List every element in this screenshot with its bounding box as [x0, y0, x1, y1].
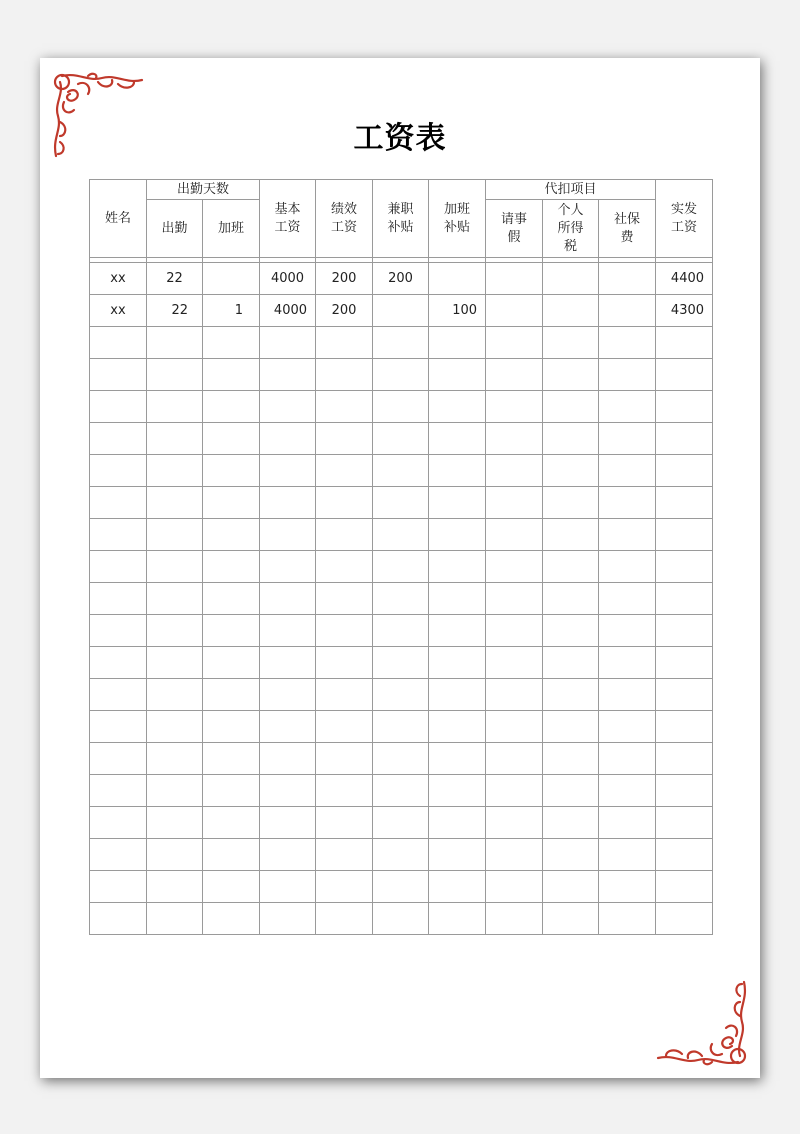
- empty-cell: [599, 359, 656, 391]
- cell-net-pay: 4400: [656, 263, 713, 295]
- empty-cell: [543, 711, 599, 743]
- empty-cell: [486, 551, 543, 583]
- cell-overtime: 1: [203, 295, 260, 327]
- empty-cell: [203, 455, 260, 487]
- cell-social-security: [599, 295, 656, 327]
- empty-cell: [486, 391, 543, 423]
- empty-cell: [429, 743, 486, 775]
- document-page: [40, 58, 760, 1078]
- empty-cell: [429, 359, 486, 391]
- empty-cell: [373, 423, 429, 455]
- empty-cell: [543, 583, 599, 615]
- header-parttime-allowance: 兼职 补贴: [373, 180, 429, 258]
- empty-cell: [260, 327, 316, 359]
- cell-performance-salary: 200: [316, 295, 373, 327]
- empty-table-row: [90, 807, 713, 839]
- empty-cell: [90, 551, 147, 583]
- empty-cell: [203, 711, 260, 743]
- empty-cell: [373, 807, 429, 839]
- empty-cell: [599, 775, 656, 807]
- empty-cell: [147, 679, 203, 711]
- empty-cell: [599, 807, 656, 839]
- empty-cell: [260, 743, 316, 775]
- empty-cell: [429, 391, 486, 423]
- cell-performance-salary: 200: [316, 263, 373, 295]
- header-personal-leave: 请事 假: [486, 200, 543, 258]
- empty-cell: [147, 551, 203, 583]
- empty-cell: [147, 743, 203, 775]
- empty-cell: [316, 839, 373, 871]
- corner-ornament-bottom-right: [656, 974, 752, 1070]
- cell-base-salary: 4000: [260, 263, 316, 295]
- empty-cell: [599, 551, 656, 583]
- empty-cell: [599, 519, 656, 551]
- empty-table-row: [90, 391, 713, 423]
- empty-cell: [599, 327, 656, 359]
- empty-cell: [373, 743, 429, 775]
- empty-cell: [316, 807, 373, 839]
- empty-table-row: [90, 679, 713, 711]
- empty-cell: [316, 711, 373, 743]
- empty-cell: [599, 871, 656, 903]
- empty-table-row: [90, 711, 713, 743]
- empty-cell: [543, 743, 599, 775]
- empty-cell: [90, 775, 147, 807]
- empty-cell: [543, 775, 599, 807]
- empty-cell: [373, 871, 429, 903]
- empty-cell: [203, 679, 260, 711]
- empty-cell: [373, 711, 429, 743]
- empty-cell: [260, 839, 316, 871]
- header-base-salary: 基本 工资: [260, 180, 316, 258]
- header-row-1: [90, 180, 713, 200]
- empty-cell: [599, 615, 656, 647]
- cell-net-pay: 4300: [656, 295, 713, 327]
- empty-cell: [656, 583, 713, 615]
- cell-personal-leave: [486, 263, 543, 295]
- empty-cell: [316, 615, 373, 647]
- empty-cell: [373, 455, 429, 487]
- empty-cell: [543, 647, 599, 679]
- empty-cell: [316, 743, 373, 775]
- empty-cell: [373, 903, 429, 935]
- empty-cell: [203, 487, 260, 519]
- salary-table: [89, 179, 713, 935]
- empty-cell: [147, 871, 203, 903]
- empty-cell: [316, 583, 373, 615]
- empty-cell: [486, 455, 543, 487]
- empty-cell: [260, 807, 316, 839]
- cell-name: xx: [90, 263, 147, 295]
- empty-cell: [656, 903, 713, 935]
- empty-cell: [147, 903, 203, 935]
- empty-cell: [429, 679, 486, 711]
- empty-cell: [147, 615, 203, 647]
- cell-name: xx: [90, 295, 147, 327]
- empty-cell: [90, 807, 147, 839]
- empty-cell: [373, 551, 429, 583]
- empty-cell: [147, 423, 203, 455]
- cell-overtime-allowance: 100: [429, 295, 486, 327]
- empty-cell: [90, 519, 147, 551]
- empty-cell: [373, 615, 429, 647]
- empty-cell: [260, 871, 316, 903]
- empty-cell: [90, 647, 147, 679]
- empty-cell: [373, 327, 429, 359]
- cell-personal-leave: [486, 295, 543, 327]
- empty-cell: [373, 839, 429, 871]
- empty-cell: [147, 647, 203, 679]
- empty-cell: [90, 327, 147, 359]
- empty-table-row: [90, 487, 713, 519]
- empty-cell: [316, 327, 373, 359]
- empty-cell: [373, 487, 429, 519]
- empty-cell: [656, 647, 713, 679]
- empty-cell: [203, 871, 260, 903]
- empty-cell: [260, 775, 316, 807]
- header-income-tax: 个人 所得 税: [543, 200, 599, 258]
- empty-table-row: [90, 615, 713, 647]
- empty-cell: [486, 423, 543, 455]
- empty-table-row: [90, 327, 713, 359]
- empty-cell: [316, 423, 373, 455]
- cell-income-tax: [543, 263, 599, 295]
- empty-cell: [147, 583, 203, 615]
- empty-cell: [656, 871, 713, 903]
- empty-table-row: [90, 839, 713, 871]
- empty-cell: [90, 615, 147, 647]
- empty-cell: [656, 839, 713, 871]
- empty-cell: [203, 647, 260, 679]
- header-overtime-allowance: 加班 补贴: [429, 180, 486, 258]
- empty-cell: [90, 391, 147, 423]
- empty-cell: [90, 423, 147, 455]
- empty-cell: [373, 359, 429, 391]
- empty-cell: [429, 647, 486, 679]
- empty-cell: [260, 519, 316, 551]
- empty-cell: [373, 583, 429, 615]
- empty-cell: [429, 487, 486, 519]
- empty-cell: [429, 903, 486, 935]
- empty-cell: [373, 647, 429, 679]
- empty-cell: [90, 359, 147, 391]
- empty-cell: [486, 807, 543, 839]
- empty-cell: [203, 775, 260, 807]
- empty-cell: [656, 807, 713, 839]
- empty-cell: [656, 615, 713, 647]
- empty-cell: [486, 871, 543, 903]
- empty-table-row: [90, 871, 713, 903]
- empty-cell: [147, 711, 203, 743]
- empty-cell: [599, 903, 656, 935]
- empty-cell: [260, 711, 316, 743]
- empty-cell: [543, 455, 599, 487]
- empty-cell: [203, 903, 260, 935]
- empty-cell: [316, 551, 373, 583]
- empty-cell: [373, 679, 429, 711]
- empty-cell: [203, 551, 260, 583]
- empty-cell: [656, 391, 713, 423]
- empty-cell: [90, 583, 147, 615]
- empty-table-row: [90, 551, 713, 583]
- empty-cell: [656, 711, 713, 743]
- empty-cell: [599, 455, 656, 487]
- empty-table-row: [90, 519, 713, 551]
- empty-cell: [316, 775, 373, 807]
- empty-cell: [543, 359, 599, 391]
- empty-cell: [147, 455, 203, 487]
- empty-cell: [486, 487, 543, 519]
- cell-overtime: [203, 263, 260, 295]
- empty-cell: [203, 519, 260, 551]
- empty-cell: [656, 455, 713, 487]
- table-row: [90, 295, 713, 327]
- empty-cell: [316, 391, 373, 423]
- empty-cell: [599, 711, 656, 743]
- header-net-pay: 实发 工资: [656, 180, 713, 258]
- empty-cell: [203, 839, 260, 871]
- page-title: 工资表: [353, 121, 447, 156]
- empty-cell: [486, 359, 543, 391]
- empty-cell: [429, 807, 486, 839]
- empty-table-row: [90, 423, 713, 455]
- empty-cell: [316, 647, 373, 679]
- empty-cell: [599, 679, 656, 711]
- empty-cell: [203, 391, 260, 423]
- empty-cell: [543, 679, 599, 711]
- empty-cell: [316, 487, 373, 519]
- empty-cell: [147, 327, 203, 359]
- empty-cell: [486, 743, 543, 775]
- table-body: [90, 263, 713, 935]
- empty-cell: [486, 327, 543, 359]
- empty-cell: [486, 711, 543, 743]
- empty-cell: [429, 519, 486, 551]
- empty-table-row: [90, 775, 713, 807]
- empty-cell: [543, 839, 599, 871]
- empty-cell: [543, 551, 599, 583]
- empty-cell: [90, 743, 147, 775]
- empty-cell: [486, 775, 543, 807]
- empty-cell: [260, 487, 316, 519]
- empty-cell: [260, 615, 316, 647]
- empty-cell: [486, 519, 543, 551]
- empty-cell: [486, 583, 543, 615]
- empty-cell: [260, 583, 316, 615]
- empty-cell: [316, 871, 373, 903]
- empty-cell: [486, 647, 543, 679]
- empty-cell: [599, 647, 656, 679]
- empty-cell: [599, 583, 656, 615]
- empty-cell: [90, 487, 147, 519]
- empty-cell: [656, 551, 713, 583]
- empty-cell: [656, 423, 713, 455]
- empty-cell: [543, 903, 599, 935]
- empty-cell: [599, 423, 656, 455]
- empty-cell: [203, 327, 260, 359]
- empty-cell: [599, 743, 656, 775]
- empty-cell: [260, 359, 316, 391]
- empty-cell: [429, 327, 486, 359]
- cell-parttime-allowance: 200: [373, 263, 429, 295]
- empty-cell: [429, 551, 486, 583]
- cell-parttime-allowance: [373, 295, 429, 327]
- empty-cell: [260, 679, 316, 711]
- cell-attendance: 22: [147, 295, 203, 327]
- empty-cell: [656, 679, 713, 711]
- empty-cell: [486, 679, 543, 711]
- empty-cell: [260, 423, 316, 455]
- empty-cell: [429, 455, 486, 487]
- header-social-security: 社保 费: [599, 200, 656, 258]
- empty-cell: [486, 839, 543, 871]
- empty-cell: [316, 903, 373, 935]
- empty-cell: [260, 647, 316, 679]
- empty-cell: [543, 487, 599, 519]
- header-overtime: 加班: [203, 200, 260, 258]
- empty-cell: [90, 711, 147, 743]
- empty-table-row: [90, 583, 713, 615]
- empty-cell: [373, 519, 429, 551]
- empty-table-row: [90, 743, 713, 775]
- cell-income-tax: [543, 295, 599, 327]
- header-deduction-group: 代扣项目: [486, 180, 656, 200]
- header-name: 姓名: [90, 180, 147, 258]
- empty-cell: [543, 519, 599, 551]
- empty-cell: [90, 839, 147, 871]
- empty-cell: [429, 839, 486, 871]
- empty-cell: [90, 455, 147, 487]
- empty-cell: [147, 807, 203, 839]
- cell-overtime-allowance: [429, 263, 486, 295]
- empty-table-row: [90, 647, 713, 679]
- header-attendance: 出勤: [147, 200, 203, 258]
- empty-table-row: [90, 903, 713, 935]
- empty-cell: [203, 807, 260, 839]
- empty-cell: [260, 551, 316, 583]
- empty-cell: [656, 519, 713, 551]
- empty-cell: [656, 743, 713, 775]
- empty-cell: [203, 743, 260, 775]
- empty-cell: [147, 359, 203, 391]
- table-row: [90, 263, 713, 295]
- empty-cell: [147, 839, 203, 871]
- empty-cell: [429, 615, 486, 647]
- header-attendance-group: 出勤天数: [147, 180, 260, 200]
- empty-cell: [429, 423, 486, 455]
- empty-cell: [147, 391, 203, 423]
- empty-cell: [429, 583, 486, 615]
- empty-table-row: [90, 455, 713, 487]
- empty-cell: [90, 871, 147, 903]
- empty-cell: [147, 519, 203, 551]
- cell-social-security: [599, 263, 656, 295]
- empty-cell: [373, 391, 429, 423]
- empty-cell: [656, 359, 713, 391]
- cell-attendance: 22: [147, 263, 203, 295]
- empty-cell: [599, 391, 656, 423]
- empty-cell: [599, 487, 656, 519]
- empty-cell: [656, 775, 713, 807]
- empty-cell: [316, 679, 373, 711]
- empty-cell: [316, 455, 373, 487]
- header-performance-salary: 绩效 工资: [316, 180, 373, 258]
- empty-cell: [203, 615, 260, 647]
- empty-cell: [543, 391, 599, 423]
- empty-cell: [543, 871, 599, 903]
- empty-cell: [543, 327, 599, 359]
- empty-cell: [373, 775, 429, 807]
- empty-cell: [599, 839, 656, 871]
- empty-table-row: [90, 359, 713, 391]
- empty-cell: [543, 807, 599, 839]
- cell-base-salary: 4000: [260, 295, 316, 327]
- empty-cell: [260, 903, 316, 935]
- empty-cell: [316, 359, 373, 391]
- empty-cell: [429, 711, 486, 743]
- empty-cell: [486, 615, 543, 647]
- empty-cell: [260, 391, 316, 423]
- empty-cell: [656, 327, 713, 359]
- empty-cell: [90, 679, 147, 711]
- empty-cell: [203, 423, 260, 455]
- empty-cell: [486, 903, 543, 935]
- empty-cell: [656, 487, 713, 519]
- empty-cell: [429, 871, 486, 903]
- empty-cell: [260, 455, 316, 487]
- empty-cell: [543, 615, 599, 647]
- empty-cell: [203, 359, 260, 391]
- empty-cell: [147, 487, 203, 519]
- empty-cell: [543, 423, 599, 455]
- empty-cell: [147, 775, 203, 807]
- empty-cell: [203, 583, 260, 615]
- empty-cell: [90, 903, 147, 935]
- empty-cell: [316, 519, 373, 551]
- empty-cell: [429, 775, 486, 807]
